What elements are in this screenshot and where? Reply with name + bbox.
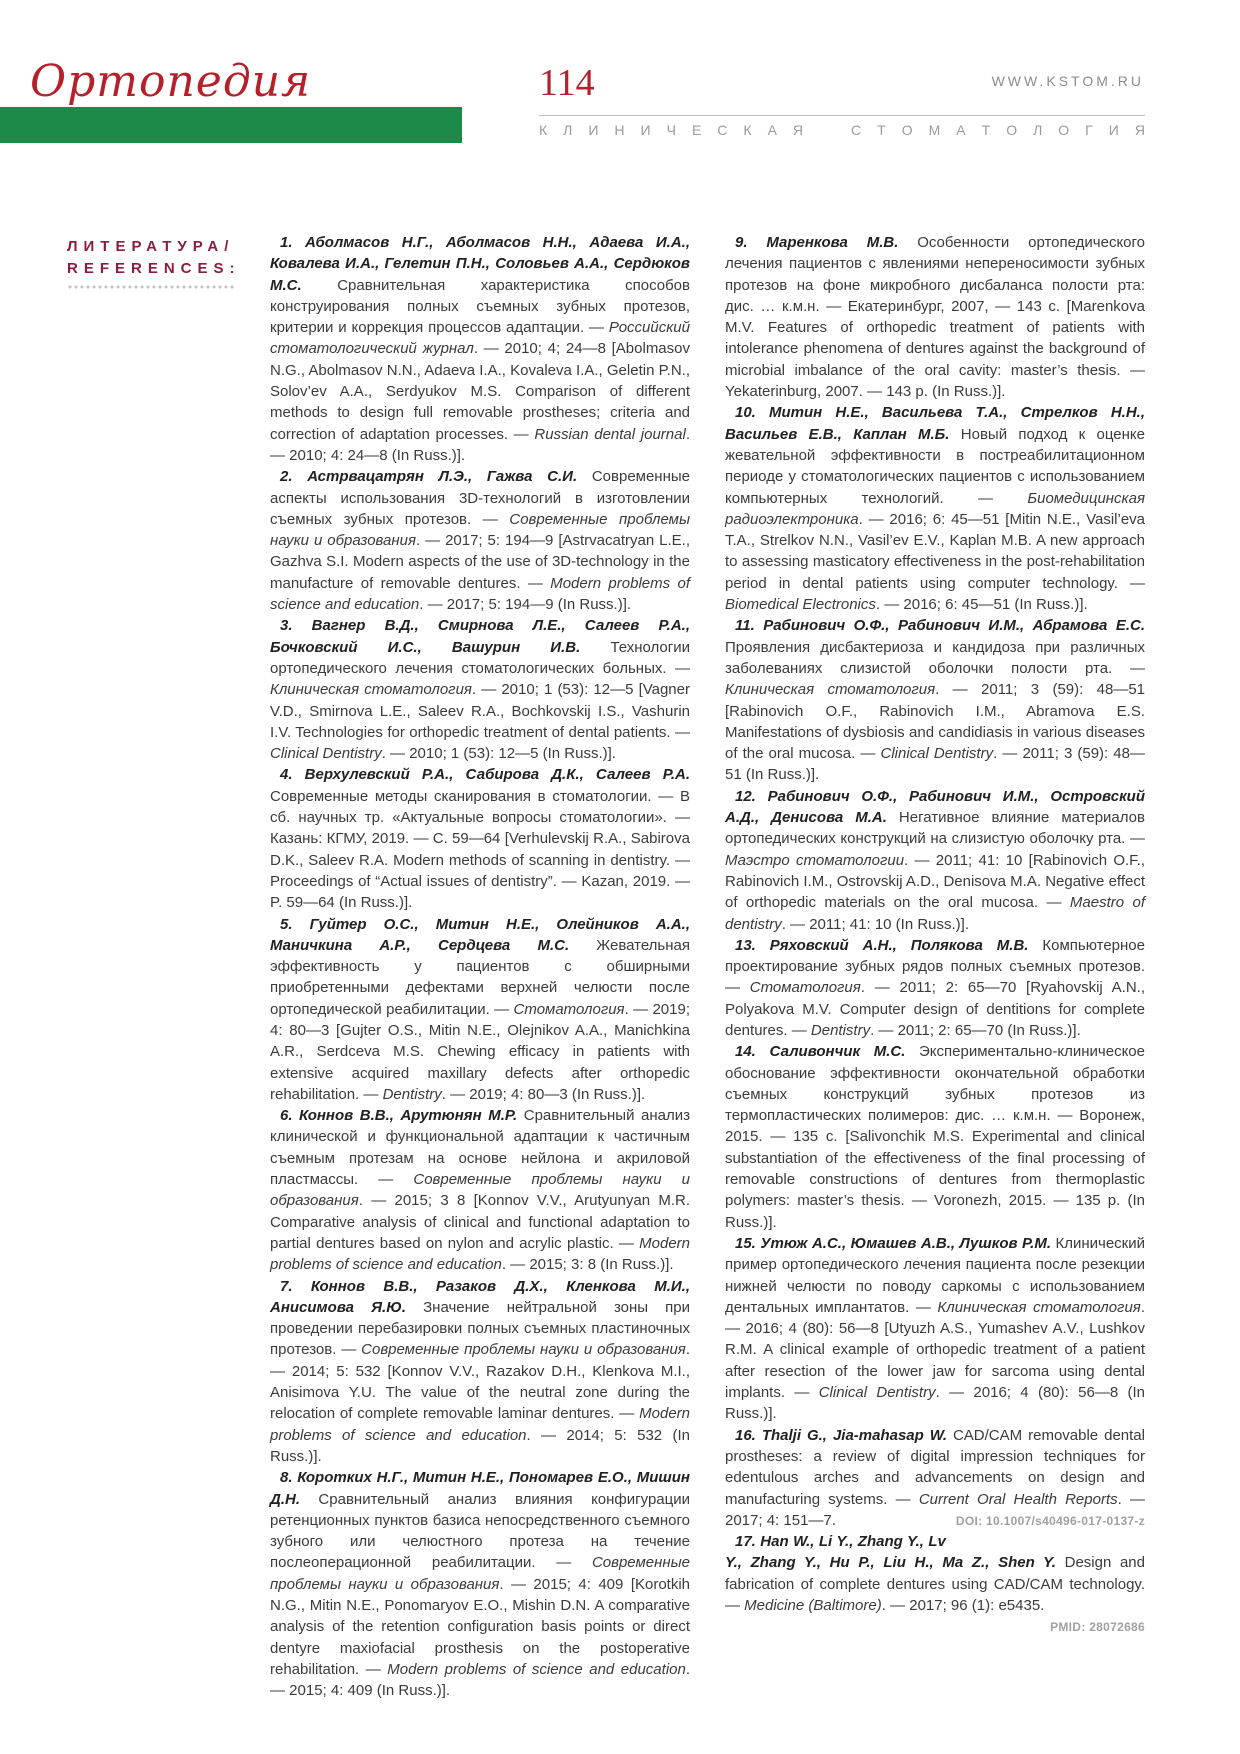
reference-text-en: [Rabinovich O.F., Rabinovich I.M., Abramova E.S. Manifestations of dysbiosis and candidiasis in various diseases of the oral mucosa. —	[725, 702, 1145, 763]
reference-tail-ru: . — 2010; 1 (53): 12—5	[471, 681, 639, 699]
journal-name-letter: И	[588, 122, 599, 138]
reference-authors: 5. Гуйтер О.С., Митин Н.Е., Олейников А.А., Маничкина А.Р., Сердцева М.С.	[270, 915, 690, 954]
reference-tail-ru: . — 2010; 4; 24—8	[473, 340, 612, 358]
reference-text-ru: Сравнительная характеристика способов конструирования полных съемных зубных протезов, критерии и коррекция процессов адаптации. —	[270, 276, 690, 337]
reference-text-ru: CAD/CAM removable dental prostheses: a review of digital impression techniques for edentulous arches and advancements on design and manufacturing systems. —	[725, 1426, 1145, 1508]
reference-item	[270, 615, 690, 764]
reference-text-en: [Korotkih N.G., Mitin N.E., Ponomaryov E.O., Mishin D.N. A comparative analysis of the retention configuration basis points or direct dentyre maxiofacial prosthesis on the postoperative rehabilitation. —	[270, 1575, 691, 1678]
journal-name-letter: О	[901, 122, 913, 138]
reference-text-ru: Компьютерное проектирование зубных рядов полных съемных протезов. —	[725, 936, 1145, 997]
references-heading	[67, 236, 241, 280]
reference-tail-ru: . — 2011; 3 (59): 48—51	[935, 681, 1145, 699]
reference-item	[270, 1276, 690, 1468]
journal-name-letter: С	[851, 122, 862, 138]
reference-authors: 3. Вагнер В.Д., Смирнова Л.Е., Салеев Р.А., Бочковский И.С., Вашурин И.В.	[270, 617, 690, 656]
reference-journal-ru: Клиническая стоматология	[270, 681, 472, 699]
reference-text-ru: Технологии ортопедического лечения стоматологических больных. —	[270, 638, 690, 677]
reference-tail-en: . — 2017; 5: 194—9 (In Russ.)].	[419, 596, 632, 614]
reference-text-en: [Utyuzh A.S., Yumashev A.V., Lushkov R.M. A clinical example of orthopedic treatment of a patient after resection of the lower jaw for sarcoma using dental implants. —	[725, 1320, 1146, 1402]
reference-item	[270, 1105, 690, 1275]
reference-authors: 12. Рабинович О.Ф., Рабинович И.М., Островский А.Д., Денисова М.А.	[725, 787, 1145, 827]
reference-authors: 9. Маренкова М.В.	[735, 234, 899, 251]
reference-tail-ru: . — 2019; 4: 80—3	[270, 1000, 690, 1039]
site-url[interactable]: WWW.KSTOM.RU	[991, 73, 1144, 89]
reference-tail-en: . — 2014; 5: 532 (In Russ.)].	[270, 1426, 690, 1465]
references-heading-en: REFERENCES:	[67, 260, 241, 277]
reference-journal-ru: Современные проблемы науки и образования	[270, 1171, 691, 1210]
reference-text-ru: Жевательная эффективность у пациентов с обширными приобретенными дефектами верхней челюсти после ортопедической реабилитации. —	[270, 936, 690, 1018]
reference-journal-en: Modern problems of science and education	[270, 1405, 690, 1444]
reference-journal-en: Modern problems of science and education	[270, 1234, 690, 1274]
reference-text-en: [Ryahovskij A.N., Polyakova M.V. Computer design of dentitions for complete dentures. —	[725, 979, 1146, 1039]
reference-journal-ru: Биомедицинская радиоэлектроника	[725, 489, 1145, 528]
reference-item	[725, 1233, 1145, 1425]
reference-tail-en: . — 2011; 2: 65—70 (In Russ.)].	[870, 1021, 1081, 1039]
reference-item	[725, 1425, 1145, 1531]
reference-text-en: [Salivonchik M.S. Experimental and clinical substantiation of the effectiveness of the final processing of removable constructions of dentures from thermoplastic polymers: master’s thesis. — Voronezh, 2015. — 135 p. (In Russ.)].	[725, 1128, 1145, 1231]
section-title: Ортопедия	[30, 56, 312, 107]
reference-item	[270, 914, 690, 1106]
reference-tail-ru: . — 2017; 4: 151—7.	[725, 1490, 1145, 1529]
reference-authors: 6. Коннов В.В., Арутюнян М.Р.	[280, 1107, 518, 1125]
reference-text-ru: Экспериментально-клиническое обоснование эффективности окончательной обработки съемных конструкций зубных протезов из термопластических полимеров: дис. … к.м.н. — Воронеж, 2015. — 135 с.	[725, 1043, 1145, 1146]
reference-tail-en: . — 2010; 1 (53): 12—5 (In Russ.)].	[381, 745, 616, 763]
reference-journal-en: Dentistry	[810, 1021, 871, 1039]
journal-name-letter: Я	[1134, 122, 1145, 138]
reference-journal-en: Clinical Dentistry	[818, 1384, 936, 1402]
reference-tail-en: . — 2011; 3 (59): 48—51 (In Russ.)].	[725, 745, 1145, 784]
reference-authors: 7. Коннов В.В., Разаков Д.Х., Кленкова М.И., Анисимова Я.Ю.	[270, 1277, 690, 1316]
reference-item	[270, 1467, 690, 1701]
reference-item	[725, 935, 1145, 1041]
journal-name	[539, 122, 1145, 138]
reference-text-ru: Значение нейтральной зоны при проведении перебазировки полных съемных пластиночных протезов. —	[270, 1298, 691, 1359]
reference-text-ru: Сравнительный анализ клинической и функциональной адаптации к частичным съемным протезам на основе нейлона и акриловой пластмассы. —	[270, 1107, 690, 1189]
reference-tail-ru: . — 2016; 4 (80): 56—8	[725, 1298, 1145, 1338]
reference-text-ru: Современные методы сканирования в стоматологии. — В сб. научных тр. «Актуальные вопросы стоматологии». — Казань: КГМУ, 2019. — С. 59—64	[270, 787, 690, 848]
reference-tail-en: . — 2015; 3: 8 (In Russ.)].	[501, 1256, 674, 1274]
journal-name-letter: Л	[563, 122, 573, 138]
reference-tail-en: . — 2015; 4: 409 (In Russ.)].	[270, 1660, 691, 1700]
reference-text-en: [Konnov V.V., Razakov D.H., Klenkova M.I., Anisimova Y.U. The value of the neutral zone during the relocation of complete removable laminar dentures. —	[270, 1362, 690, 1423]
reference-tail-ru: . — 2014; 5: 532	[270, 1341, 690, 1380]
reference-journal-en: Russian dental journal	[534, 425, 686, 443]
reference-text-ru: Design and fabrication of complete dentures using CAD/CAM technology. —	[725, 1554, 1145, 1614]
reference-authors: 14. Саливончик М.С.	[735, 1043, 906, 1061]
reference-tail-ru: . — 2017; 96 (1): e5435.	[881, 1597, 1045, 1614]
reference-tail-ru: . — 2011; 2: 65—70	[860, 979, 1027, 997]
reference-journal-en: Clinical Dentistry	[270, 745, 382, 763]
journal-name-letter: Л	[1033, 122, 1043, 138]
reference-journal-ru: Современные проблемы науки и образования	[361, 1341, 686, 1359]
reference-authors: 15. Утюж А.С., Юмашев А.В., Лушков Р.М.	[735, 1234, 1051, 1252]
reference-text-ru: Сравнительный анализ влияния конфигурации ретенционных пунктов базиса непосредственного съемного зубного или челюстного протеза на течение послеоперационной реабилитации. —	[270, 1490, 690, 1572]
reference-item	[725, 1531, 1145, 1635]
reference-text-en: [Rabinovich O.F., Rabinovich I.M., Ostrovskij A.D., Denisova M.A. Negative effect of orthopedic materials on the oral mucosa. —	[725, 851, 1145, 912]
reference-item	[725, 232, 1145, 402]
reference-authors: 17. Han W., Li Y., Zhang Y., Lv Y., Zhang Y., Hu P., Liu H., Ma Z., Shen Y.	[725, 1533, 1056, 1572]
reference-journal-en: Clinical Dentistry	[880, 745, 994, 763]
journal-name-letter: Я	[792, 122, 804, 138]
reference-journal-ru: Current Oral Health Reports	[918, 1490, 1118, 1508]
reference-journal-ru: Стоматология	[513, 1000, 625, 1018]
journal-name-letter: И	[1108, 122, 1119, 138]
section-color-band	[0, 107, 462, 143]
reference-journal-en: Modern problems of science and education	[270, 574, 690, 614]
reference-journal-ru: Клиническая стоматология	[725, 681, 936, 699]
reference-tail-ru: . — 2015; 4: 409	[499, 1575, 631, 1593]
reference-tail-en: . — 2010; 4: 24—8 (In Russ.)].	[270, 425, 690, 464]
reference-text-en: [Abolmasov N.G., Abolmasov N.N., Adaeva I.A., Kovaleva I.A., Geletin P.N., Solov’ev A.A., Serdyukov M.S. Comparison of different methods to design full removable prostheses; criteria and correction of adaptation processes. —	[270, 340, 690, 443]
reference-text-ru: Клинический пример ортопедического лечения пациента после резекции нижней челюсти по поводу саркомы с использованием дентальных имплантатов. —	[725, 1234, 1145, 1316]
reference-journal-en: Dentistry	[382, 1085, 442, 1103]
reference-tail-ru: . — 2011; 41: 10	[904, 851, 1029, 869]
reference-text-ru: Особенности ортопедического лечения пациентов с явлениями непереносимости зубных протезов на фоне микробного дисбаланса полости рта: дис. … к.м.н. — Екатеринбург, 2007, — 143 с.	[725, 234, 1145, 315]
reference-tail-en: . — 2016; 6: 45—51 (In Russ.)].	[875, 596, 1088, 614]
reference-text-en: [Mitin N.E., Vasil’eva T.A., Strelkov N.N., Vasil’ev E.V., Kaplan M.B. A new approach to assessing masticatory effectiveness in the post-rehabilitation period in dental patients using computer technology. —	[725, 510, 1145, 592]
reference-text-ru: Новый подход к оценке жевательной эффективности в постреабилитационном периоде у стоматологических пациентов с использованием компьютерных технологий. —	[725, 425, 1145, 507]
reference-item	[725, 1041, 1145, 1233]
journal-name-letter: А	[767, 122, 777, 138]
reference-authors: 11. Рабинович О.Ф., Рабинович И.М., Абрамова Е.С.	[735, 617, 1145, 635]
reference-identifier[interactable]: PMID: 28072686	[1050, 1620, 1145, 1635]
references-column-right	[725, 232, 1145, 1639]
reference-tail-ru: . — 2015; 3 8	[358, 1192, 474, 1210]
reference-authors: 13. Ряховский А.Н., Полякова М.В.	[735, 936, 1029, 954]
reference-authors: 1. Аболмасов Н.Г., Аболмасов Н.Н., Адаева И.А., Ковалева И.А., Гелетин П.Н., Соловьев А.А., Сердюков М.С.	[270, 234, 690, 294]
reference-journal-en: Biomedical Electronics	[725, 596, 876, 614]
reference-tail-en: . — 2016; 4 (80): 56—8 (In Russ.)].	[725, 1384, 1146, 1423]
journal-name-letter: Н	[614, 122, 625, 138]
heading-dotted-rule	[67, 285, 235, 289]
journal-name-letter: И	[640, 122, 651, 138]
journal-name-letter: Т	[981, 122, 991, 138]
reference-tail-ru: . — 2017; 5: 194—9	[416, 532, 559, 550]
reference-tail-en: . — 2011; 41: 10 (In Russ.)].	[781, 915, 970, 933]
reference-journal-ru: Российский стоматологический журнал	[270, 319, 690, 358]
reference-journal-en: Maestro of dentistry	[725, 894, 1145, 933]
reference-text-en: [Konnov V.V., Arutyunyan M.R. Comparative analysis of clinical and functional adaptation to partial dentures based on nylon and acrylic plastic. —	[270, 1192, 690, 1252]
reference-journal-ru: Клиническая стоматология	[937, 1298, 1141, 1316]
reference-text-en: [Astrvacatryan L.E., Gazhva S.I. Modern aspects of the use of 3D-technology in the manufacture of removable dentures. —	[270, 532, 690, 592]
reference-text-en: [Verhulevskij R.A., Sabirova D.K., Saleev R.A. Modern methods of scanning in dentistry. — Proceedings of “Actual issues of dentistry”. — Kazan, 2019. — P. 59—64 (In Russ.)].	[270, 830, 690, 912]
reference-text-ru: Проявления дисбактериоза и кандидоза при различных заболеваниях слизистой оболочки полости рта. —	[725, 638, 1145, 677]
references-heading-ru: ЛИТЕРАТУРА/	[67, 238, 235, 255]
reference-item	[270, 232, 690, 466]
reference-text-ru: Современные аспекты использования 3D-технологий в изготовлении съемных зубных протезов. —	[270, 468, 691, 528]
reference-item	[725, 786, 1145, 935]
journal-name-letter: Г	[1085, 122, 1093, 138]
reference-text-en: [Marenkova M.V. Features of orthopedic treatment of patients with intolerance phenomena of dentures against the background of microbial imbalance of the oral cavity: master’s thesis. — Yekaterinburg, 2007. — 143 p. (In Russ.)].	[725, 297, 1145, 401]
references-column-left	[270, 232, 690, 1701]
reference-authors: 10. Митин Н.Е., Васильева Т.А., Стрелков Н.Н., Васильев Е.В., Каплан М.Б.	[725, 404, 1145, 443]
reference-item	[270, 764, 690, 913]
reference-authors: 8. Коротких Н.Г., Митин Н.Е., Пономарев Е.О., Мишин Д.Н.	[270, 1469, 690, 1508]
reference-item	[725, 402, 1145, 615]
journal-name-letter: М	[928, 122, 941, 138]
journal-name-letter: С	[717, 122, 728, 138]
reference-journal-ru: Medicine (Baltimore)	[744, 1597, 882, 1614]
reference-text-en: [Gujter O.S., Mitin N.E., Olejnikov A.A., Manichkina A.R., Serdceva M.S. Chewing efficacy in patients with extensive acquired maxillary defects after orthopedic rehabilitation. —	[270, 1021, 691, 1103]
journal-name-letter: О	[1058, 122, 1070, 138]
journal-name-letter: Ч	[666, 122, 676, 138]
reference-text-ru: Негативное влияние материалов ортопедических конструкций на слизистую оболочку рта. —	[725, 809, 1145, 848]
reference-authors: 2. Астрвацатрян Л.Э., Гажва С.И.	[280, 468, 578, 486]
journal-name-letter: К	[539, 122, 548, 138]
reference-identifier[interactable]: DOI: 10.1007/s40496-017-0137-z	[955, 1513, 1145, 1528]
journal-name-letter: Т	[877, 122, 886, 138]
reference-authors: 4. Верхулевский Р.А., Сабирова Д.К., Салеев Р.А.	[280, 766, 690, 784]
reference-journal-ru: Современные проблемы науки и образования	[270, 510, 690, 550]
header-rule	[539, 115, 1145, 116]
reference-journal-ru: Современные проблемы науки и образования	[270, 1554, 690, 1593]
journal-name-letter: Е	[691, 122, 702, 138]
journal-name-letter: К	[743, 122, 752, 138]
reference-tail-ru: . — 2016; 6: 45—51	[858, 510, 1006, 528]
reference-journal-ru: Маэстро стоматологии	[725, 851, 905, 869]
journal-name-letter: О	[1006, 122, 1018, 138]
reference-item	[270, 466, 690, 615]
reference-journal-ru: Стоматология	[749, 979, 861, 997]
journal-name-letter: А	[956, 122, 966, 138]
reference-item	[725, 615, 1145, 785]
page-number: 114	[539, 62, 595, 104]
reference-journal-en: Modern problems of science and education	[387, 1660, 686, 1678]
reference-text-en: [Vagner V.D., Smirnova L.E., Saleev R.A., Bochkovskij I.S., Vashurin I.V. Technologies for orthopedic treatment of dental patients. —	[270, 681, 690, 741]
reference-tail-en: . — 2019; 4: 80—3 (In Russ.)].	[441, 1085, 646, 1103]
reference-authors: 16. Thalji G., Jia-mahasap W.	[735, 1426, 947, 1444]
